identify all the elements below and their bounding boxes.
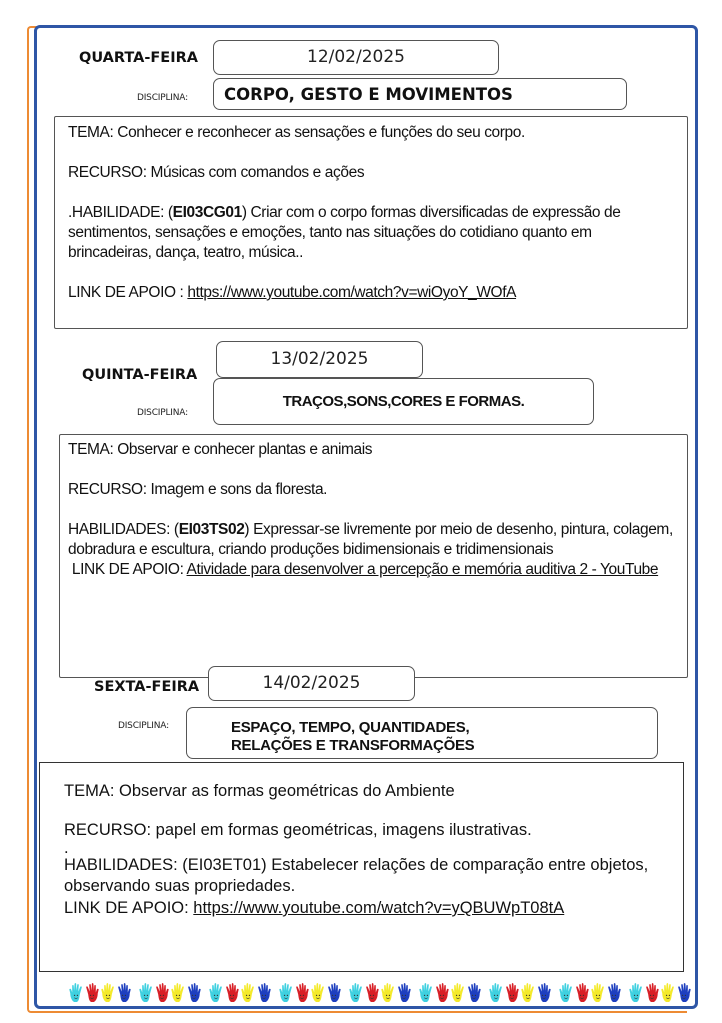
hand-icon bbox=[240, 983, 256, 1003]
tema-text: TEMA: Conhecer e reconhecer as sensações e funções do seu corpo. bbox=[68, 124, 525, 141]
hand-icon bbox=[138, 983, 154, 1003]
support-link[interactable]: https://www.youtube.com/watch?v=wiOyoY_WOfA bbox=[187, 284, 517, 301]
hand-icon bbox=[364, 983, 380, 1003]
habilidade-text: .HABILIDADE: (EI03CG01) Criar com o corpo formas diversificadas de expressão de sentimentos, sensações e emoções, tanto nas situações do cotidiano quanto em brincadeiras, dança, teatro, música.. bbox=[68, 204, 621, 261]
date-value: 14/02/2025 bbox=[262, 673, 361, 693]
hand-icon bbox=[208, 983, 224, 1003]
hand-group bbox=[278, 983, 342, 1005]
hand-icon bbox=[154, 983, 170, 1003]
support-link[interactable]: Atividade para desenvolver a percepção e memória auditiva 2 - YouTube bbox=[186, 561, 659, 578]
habilidade-code: EI03TS02 bbox=[178, 521, 245, 538]
hand-group bbox=[628, 983, 692, 1005]
support-link[interactable]: https://www.youtube.com/watch?v=yQBUWpT08tA bbox=[193, 899, 565, 917]
hand-group bbox=[208, 983, 272, 1005]
hand-icon bbox=[660, 983, 676, 1003]
hand-icon bbox=[326, 983, 342, 1003]
tema-text: TEMA: Observar as formas geométricas do Ambiente bbox=[64, 782, 455, 800]
hand-group bbox=[418, 983, 482, 1005]
hand-icon bbox=[488, 983, 504, 1003]
link-label: LINK DE APOIO: bbox=[68, 561, 187, 578]
hand-icon bbox=[278, 983, 294, 1003]
date-box-wednesday bbox=[213, 40, 499, 75]
discipline-name: TRAÇOS,SONS,CORES E FORMAS. bbox=[282, 393, 525, 410]
habilidade-text: HABILIDADES: (EI03TS02) Expressar-se livremente por meio de desenho, pintura, colagem, dobradura e escultura, criando produções bidimensionais e tridimensionais bbox=[68, 521, 673, 558]
recurso-text: RECURSO: papel em formas geométricas, imagens ilustrativas. bbox=[64, 821, 532, 839]
hands-decorative-border bbox=[68, 983, 658, 1005]
discipline-box-friday bbox=[186, 707, 658, 759]
hand-icon bbox=[574, 983, 590, 1003]
discipline-label: DISCIPLINA: bbox=[137, 93, 188, 103]
hand-icon bbox=[294, 983, 310, 1003]
hand-icon bbox=[84, 983, 100, 1003]
hand-group bbox=[348, 983, 412, 1005]
tema-text: TEMA: Observar e conhecer plantas e animais bbox=[68, 441, 373, 458]
hand-icon bbox=[676, 983, 692, 1003]
hand-icon bbox=[310, 983, 326, 1003]
hand-icon bbox=[606, 983, 622, 1003]
hand-icon bbox=[224, 983, 240, 1003]
link-label: LINK DE APOIO: bbox=[64, 899, 194, 917]
discipline-box-thursday bbox=[213, 378, 594, 425]
discipline-name: CORPO, GESTO E MOVIMENTOS bbox=[224, 85, 513, 104]
discipline-box-wednesday bbox=[213, 78, 627, 110]
hand-icon bbox=[256, 983, 272, 1003]
hand-icon bbox=[450, 983, 466, 1003]
hand-icon bbox=[466, 983, 482, 1003]
habilidade-text: HABILIDADES: (EI03ET01) Estabelecer relações de comparação entre objetos, observando suas propriedades. bbox=[64, 856, 649, 895]
hand-icon bbox=[396, 983, 412, 1003]
lesson-content-friday bbox=[39, 762, 684, 972]
lesson-content-wednesday bbox=[54, 116, 688, 329]
weekday-label-friday: SEXTA-FEIRA bbox=[94, 679, 200, 695]
date-box-thursday bbox=[216, 341, 423, 378]
lesson-content-thursday bbox=[59, 434, 688, 678]
hand-icon bbox=[590, 983, 606, 1003]
hand-group bbox=[488, 983, 552, 1005]
hand-icon bbox=[418, 983, 434, 1003]
hand-icon bbox=[170, 983, 186, 1003]
hand-icon bbox=[434, 983, 450, 1003]
hand-icon bbox=[380, 983, 396, 1003]
hand-icon bbox=[68, 983, 84, 1003]
hand-group bbox=[68, 983, 132, 1005]
discipline-label: DISCIPLINA: bbox=[118, 721, 169, 731]
discipline-label: DISCIPLINA: bbox=[137, 408, 188, 418]
date-value: 12/02/2025 bbox=[307, 47, 405, 67]
hand-group bbox=[558, 983, 622, 1005]
discipline-name: ESPAÇO, TEMPO, QUANTIDADES, RELAÇÕES E TRANSFORMAÇÕES bbox=[231, 719, 475, 754]
link-line bbox=[68, 560, 673, 580]
link-line bbox=[64, 897, 674, 919]
hand-icon bbox=[628, 983, 644, 1003]
hand-icon bbox=[520, 983, 536, 1003]
hand-icon bbox=[536, 983, 552, 1003]
hand-group bbox=[138, 983, 202, 1005]
hand-icon bbox=[504, 983, 520, 1003]
hand-icon bbox=[348, 983, 364, 1003]
hand-icon bbox=[116, 983, 132, 1003]
recurso-text: RECURSO: Imagem e sons da floresta. bbox=[68, 481, 328, 498]
hand-icon bbox=[558, 983, 574, 1003]
link-label: LINK DE APOIO : bbox=[68, 284, 188, 301]
hand-icon bbox=[644, 983, 660, 1003]
link-line bbox=[68, 283, 668, 303]
weekday-label-thursday: QUINTA-FEIRA bbox=[82, 367, 198, 383]
recurso-text: RECURSO: Músicas com comandos e ações bbox=[68, 164, 365, 181]
date-box-friday bbox=[208, 666, 415, 701]
hand-icon bbox=[100, 983, 116, 1003]
habilidade-code: EI03CG01 bbox=[172, 204, 242, 221]
separator-dot: . bbox=[64, 839, 69, 857]
weekday-label-wednesday: QUARTA-FEIRA bbox=[79, 50, 198, 66]
date-value: 13/02/2025 bbox=[270, 349, 369, 369]
hand-icon bbox=[186, 983, 202, 1003]
